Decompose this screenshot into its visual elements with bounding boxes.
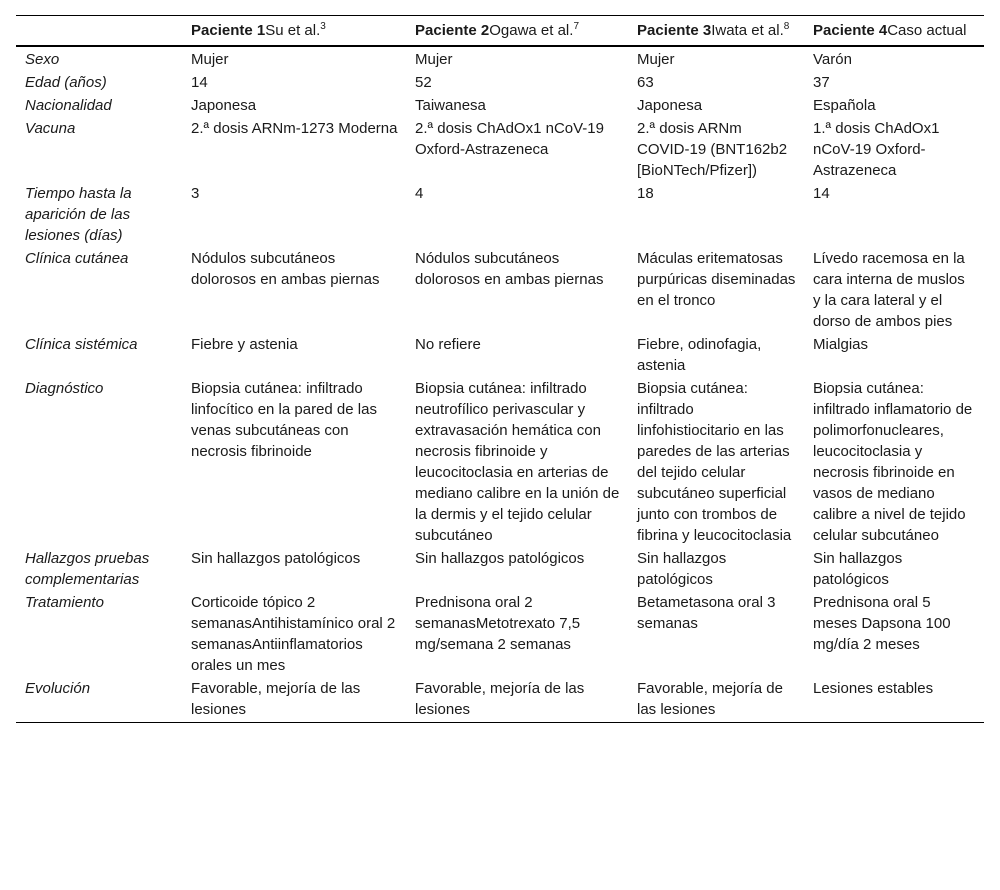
cell-patient-3: 18	[637, 185, 654, 202]
cell-patient-4: 1.ª dosis ChAdOx1 nCoV-19 Oxford-Astrazeneca	[813, 120, 940, 179]
cell-patient-4: Lívedo racemosa en la cara interna de muslos y la cara lateral y el dorso de ambos pies	[813, 250, 965, 330]
cell-patient-4: 14	[813, 185, 830, 202]
header-patient-4	[805, 16, 984, 47]
cell-patient-2: 52	[415, 74, 432, 91]
table-row	[16, 547, 984, 591]
reference-number: 8	[783, 21, 790, 32]
header-corner	[16, 16, 183, 47]
header-patient-3	[629, 16, 805, 47]
cell-patient-2: No refiere	[415, 336, 481, 353]
cell-patient-2: Sin hallazgos patológicos	[415, 550, 585, 567]
header-patient-1	[183, 16, 407, 47]
cell-patient-4: Lesiones estables	[813, 680, 934, 697]
cell-patient-3: Favorable, mejoría de las lesiones	[637, 680, 783, 718]
reference-number: 7	[573, 21, 579, 32]
source-label: Su et al.	[265, 22, 321, 39]
cell-patient-4: Varón	[813, 51, 852, 68]
cell-patient-2: Favorable, mejoría de las lesiones	[415, 680, 585, 718]
cell-patient-3: Fiebre, odinofagia, astenia	[637, 336, 762, 374]
table-row	[16, 377, 984, 547]
cell-patient-1: Mujer	[191, 51, 229, 68]
source-label: Iwata et al.	[711, 22, 784, 39]
cell-patient-1: 14	[191, 74, 208, 91]
cell-patient-1: Nódulos subcutáneos dolorosos en ambas piernas	[191, 250, 380, 288]
row-label: Diagnóstico	[25, 380, 104, 397]
table-row	[16, 182, 984, 247]
table-row	[16, 117, 984, 182]
table-row	[16, 247, 984, 333]
row-label: Hallazgos pruebas complementarias	[25, 550, 150, 588]
table-row	[16, 71, 984, 94]
table-row	[16, 94, 984, 117]
table-row	[16, 591, 984, 677]
patient-label: Paciente 2	[415, 22, 490, 39]
table-body	[16, 46, 984, 723]
patient-label: Paciente 4	[813, 22, 888, 39]
header-patient-2	[407, 16, 629, 47]
row-label: Tratamiento	[25, 594, 104, 611]
cell-patient-2: Prednisona oral 2 semanasMetotrexato 7,5 mg/semana 2 semanas	[415, 594, 581, 653]
patient-label: Paciente 3	[637, 22, 712, 39]
cell-patient-1: Fiebre y astenia	[191, 336, 298, 353]
cell-patient-2: Taiwanesa	[415, 97, 486, 114]
cell-patient-3: Mujer	[637, 51, 675, 68]
cell-patient-2: 2.ª dosis ChAdOx1 nCoV-19 Oxford-Astrazeneca	[415, 120, 604, 158]
source-label: Caso actual	[887, 22, 967, 39]
row-label: Clínica cutánea	[25, 250, 129, 267]
cell-patient-1: Favorable, mejoría de las lesiones	[191, 680, 361, 718]
cell-patient-2: Mujer	[415, 51, 453, 68]
cell-patient-2: Nódulos subcutáneos dolorosos en ambas piernas	[415, 250, 604, 288]
row-label: Vacuna	[25, 120, 76, 137]
cell-patient-1: Biopsia cutánea: infiltrado linfocítico en la pared de las venas subcutáneas con necrosis fibrinoide	[191, 380, 377, 460]
cell-patient-1: Japonesa	[191, 97, 257, 114]
cell-patient-2: Biopsia cutánea: infiltrado neutrofílico perivascular y extravasación hemática con necrosis fibrinoide y leucocitoclasia en arterias de mediano calibre en la unión de la dermis y el tejido celular subcutáneo	[415, 380, 620, 544]
source-label: Ogawa et al.	[489, 22, 574, 39]
cell-patient-4: Española	[813, 97, 876, 114]
cell-patient-4: Sin hallazgos patológicos	[813, 550, 903, 588]
table-row	[16, 677, 984, 723]
row-label: Sexo	[25, 51, 60, 68]
cell-patient-4: Biopsia cutánea: infiltrado inflamatorio de polimorfonucleares, leucocitoclasia y necrosis fibrinoide en vasos de mediano calibre a nivel de tejido celular subcutáneo	[813, 380, 973, 544]
cell-patient-4: 37	[813, 74, 830, 91]
cell-patient-3: 2.ª dosis ARNm COVID-19 (BNT162b2 [BioNTech/Pfizer])	[637, 120, 788, 179]
cell-patient-2: 4	[415, 185, 424, 202]
cell-patient-1: Sin hallazgos patológicos	[191, 550, 361, 567]
reference-number: 3	[320, 21, 326, 32]
row-label: Evolución	[25, 680, 91, 697]
row-label: Nacionalidad	[25, 97, 112, 114]
cell-patient-1: 3	[191, 185, 200, 202]
table-header	[16, 16, 984, 47]
cell-patient-3: Betametasona oral 3 semanas	[637, 594, 776, 632]
cell-patient-1: Corticoide tópico 2 semanasAntihistamínico oral 2 semanasAntiinflamatorios orales un mes	[191, 594, 396, 674]
cell-patient-3: Biopsia cutánea: infiltrado linfohistiocitario en las paredes de las arterias del tejido celular subcutáneo superficial junto con trombos de fibrina y leucocitoclasia	[637, 380, 792, 544]
row-label: Clínica sistémica	[25, 336, 138, 353]
cell-patient-3: Máculas eritematosas purpúricas diseminadas en el tronco	[637, 250, 796, 309]
table-row	[16, 46, 984, 71]
header-row	[16, 16, 984, 47]
cell-patient-1: 2.ª dosis ARNm-1273 Moderna	[191, 120, 398, 137]
cell-patient-4: Mialgias	[813, 336, 869, 353]
cell-patient-3: 63	[637, 74, 654, 91]
cases-table	[16, 15, 984, 723]
table-row	[16, 333, 984, 377]
row-label: Tiempo hasta la aparición de las lesiones (días)	[25, 185, 132, 244]
cell-patient-3: Japonesa	[637, 97, 703, 114]
row-label: Edad (años)	[25, 74, 107, 91]
cell-patient-4: Prednisona oral 5 meses Dapsona 100 mg/día 2 meses	[813, 594, 951, 653]
patient-label: Paciente 1	[191, 22, 266, 39]
cell-patient-3: Sin hallazgos patológicos	[637, 550, 727, 588]
